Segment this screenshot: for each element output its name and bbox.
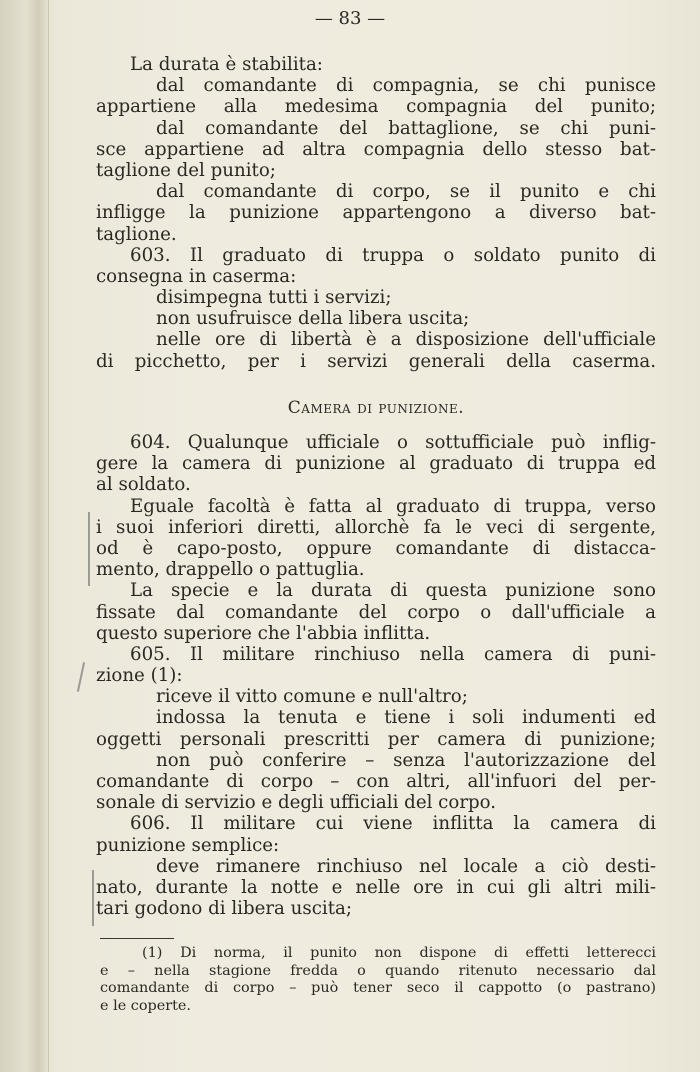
text-line: i suoi inferiori diretti, allorchè fa le veci di sergente, bbox=[96, 516, 656, 538]
text-line: deve rimanere rinchiuso nel locale a ciò desti- bbox=[156, 855, 656, 877]
text-line: disimpegna tutti i servizi; bbox=[156, 287, 392, 309]
footnote bbox=[100, 945, 656, 1015]
margin-pencil-mark bbox=[92, 870, 94, 926]
text-line: questo superiore che l'abbia inflitta. bbox=[96, 622, 431, 644]
text-line: La durata è stabilita: bbox=[130, 54, 323, 75]
text-line: od è capo-posto, oppure comandante di distacca- bbox=[96, 537, 656, 559]
text-line: non può conferire – senza l'autorizzazione del bbox=[156, 749, 656, 771]
text-line: consegna in caserma: bbox=[96, 265, 297, 287]
text-line: gere la camera di punizione al graduato di truppa ed bbox=[96, 453, 656, 475]
text-line: fissate dal comandante del corpo o dall'ufficiale a bbox=[96, 601, 656, 623]
footnote-divider bbox=[100, 938, 174, 939]
text-line: dal comandante di compagnia, se chi punisce bbox=[156, 75, 656, 97]
text-line: non usufruisce della libera uscita; bbox=[156, 308, 470, 330]
text-line: oggetti personali prescritti per camera di punizione; bbox=[96, 728, 656, 750]
book-spine-shadow bbox=[0, 0, 49, 1072]
text-line: dal comandante di corpo, se il punito e chi bbox=[156, 181, 656, 203]
body-text bbox=[96, 432, 656, 919]
text-line: 604. Qualunque ufficiale o sottufficiale può inflig- bbox=[130, 432, 656, 453]
text-line: La specie e la durata di questa punizione sono bbox=[130, 580, 656, 602]
text-line: zione (1): bbox=[96, 665, 183, 687]
footnote-line: comandante di corpo – può tener seco il cappotto (o pastrano) bbox=[100, 980, 656, 996]
text-line: appartiene alla medesima compagnia del punito; bbox=[96, 96, 656, 118]
text-line: 605. Il militare rinchiuso nella camera di puni- bbox=[130, 643, 656, 665]
text-line: taglione del punito; bbox=[96, 159, 276, 181]
text-line: comandante di corpo – con altri, all'infuori del per- bbox=[96, 771, 656, 792]
text-line: Eguale facoltà è fatta al graduato di truppa, verso bbox=[130, 495, 656, 517]
margin-pencil-mark bbox=[77, 662, 85, 692]
text-line: tari godono di libera uscita; bbox=[96, 898, 353, 920]
text-line: indossa la tenuta e tiene i soli indumenti ed bbox=[156, 707, 656, 729]
footnote-line: e – nella stagione fredda o quando ritenuto necessario dal bbox=[100, 962, 656, 979]
text-line: mento, drappello o pattuglia. bbox=[96, 559, 365, 581]
section-heading: Camera di punizione. bbox=[287, 398, 465, 418]
text-line: 606. Il militare cui viene inflitta la camera di bbox=[130, 813, 656, 835]
text-line: sonale di servizio e degli ufficiali del corpo. bbox=[96, 792, 497, 814]
body-text bbox=[96, 54, 656, 372]
text-line: 603. Il graduato di truppa o soldato punito di bbox=[130, 244, 656, 266]
text-line: dal comandante del battaglione, se chi puni- bbox=[156, 117, 656, 139]
text-line: nato, durante la notte e nelle ore in cui gli altri mili- bbox=[96, 876, 656, 898]
text-line: nelle ore di libertà è a disposizione dell'ufficiale bbox=[156, 329, 656, 351]
margin-pencil-mark bbox=[88, 512, 90, 586]
footnote-line: (1) Di norma, il punito non dispone di effetti letterecci bbox=[142, 945, 656, 961]
footnote-line: e le coperte. bbox=[100, 997, 191, 1014]
text-line: taglione. bbox=[96, 223, 177, 245]
text-line: di picchetto, per i servizi generali della caserma. bbox=[96, 350, 656, 372]
text-line: al soldato. bbox=[96, 474, 191, 496]
page-number: — 83 — bbox=[314, 8, 386, 29]
text-line: infligge la punizione appartengono a diverso bat- bbox=[96, 202, 656, 224]
text-line: punizione semplice: bbox=[96, 834, 280, 856]
text-line: riceve il vitto comune e null'altro; bbox=[156, 686, 468, 708]
text-line: sce appartiene ad altra compagnia dello stesso bat- bbox=[96, 138, 656, 160]
